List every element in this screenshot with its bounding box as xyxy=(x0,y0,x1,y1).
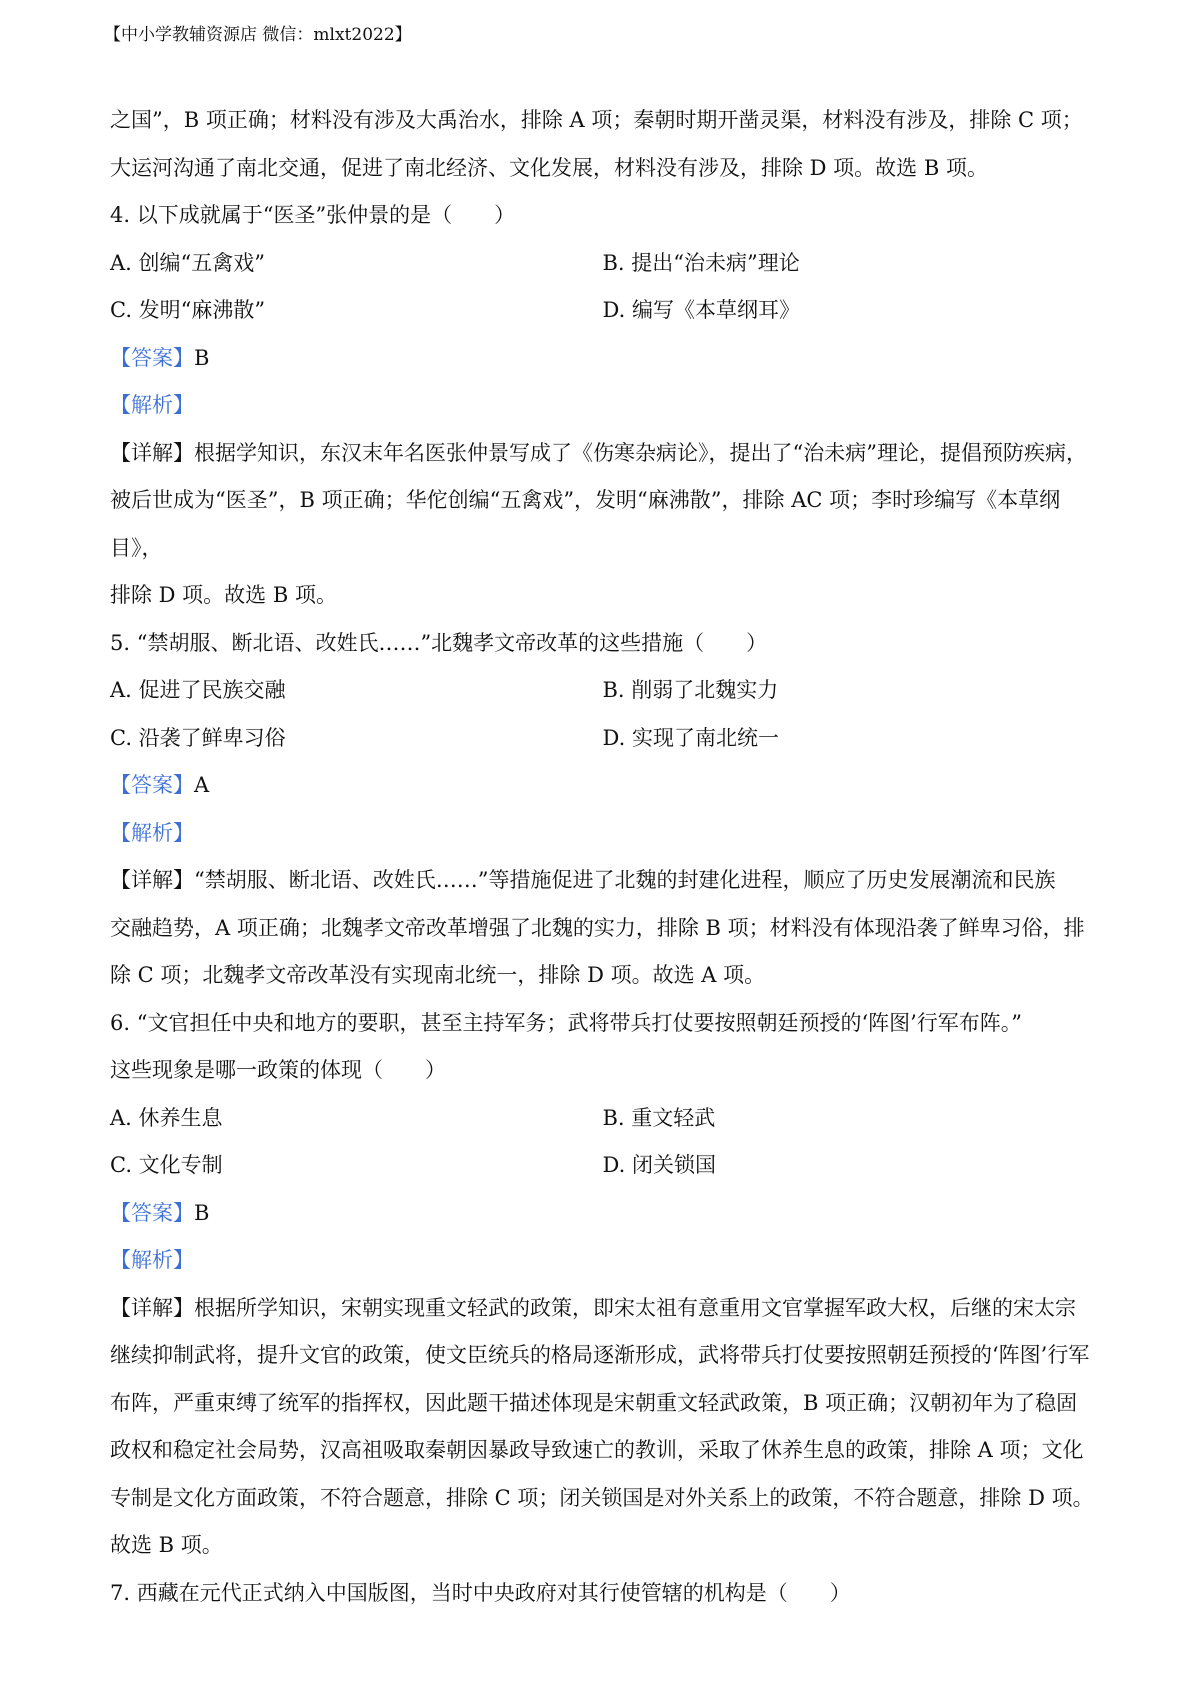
detail-line: 交融趋势，A 项正确；北魏孝文帝改革增强了北魏的实力，排除 B 项；材料没有体现沿袭了鲜卑习俗，排 xyxy=(110,915,1085,940)
answer-line xyxy=(110,335,1095,383)
detail-line: 布阵，严重束缚了统军的指挥权，因此题干描述体现是宋朝重文轻武政策，B 项正确；汉朝初年为了稳固 xyxy=(110,1390,1078,1415)
answer-label: 【答案】 xyxy=(110,773,194,797)
question-stem: 这些现象是哪一政策的体现（ ） xyxy=(110,1058,446,1082)
analysis-line xyxy=(110,810,1095,858)
answer-line xyxy=(110,762,1095,810)
option-d: D. 实现了南北统一 xyxy=(602,725,779,750)
detail-label: 【详解】 xyxy=(110,1295,194,1320)
option-a: A. 促进了民族交融 xyxy=(110,678,286,702)
detail-text: 根据学知识，东汉末年名医张仲景写成了《伤寒杂病论》，提出了“治未病”理论，提倡预防疾病， xyxy=(194,440,1087,465)
analysis-line xyxy=(110,1237,1095,1285)
answer-label: 【答案】 xyxy=(110,345,194,370)
option-d: D. 编写《本草纲耳》 xyxy=(602,298,800,322)
analysis-line xyxy=(110,382,1095,430)
options-grid xyxy=(110,667,1095,762)
analysis-label: 【解析】 xyxy=(110,820,194,845)
detail-line: 继续抑制武将，提升文官的政策，使文臣统兵的格局逐渐形成，武将带兵打仗要按照朝廷预授的‘阵图’行军 xyxy=(110,1343,1090,1367)
detail-line: 专制是文化方面政策，不符合题意，排除 C 项；闭关锁国是对外关系上的政策，不符合题意，排除 D 项。 xyxy=(110,1485,1094,1510)
question-stem: 7. 西藏在元代正式纳入中国版图，当时中央政府对其行使管辖的机构是（ ） xyxy=(110,1580,851,1605)
detail-line xyxy=(110,1285,1095,1333)
option-b: B. 重文轻武 xyxy=(602,1105,716,1130)
option-a: A. 创编“五禽戏” xyxy=(110,250,265,275)
analysis-label: 【解析】 xyxy=(110,393,194,417)
detail-text: “禁胡服、断北语、改姓氏……”等措施促进了北魏的封建化进程，顺应了历史发展潮流和民族 xyxy=(194,868,1056,892)
answer-value: A xyxy=(194,773,210,797)
answer-value: B xyxy=(194,1200,210,1225)
option-a: A. 休养生息 xyxy=(110,1105,223,1130)
options-grid xyxy=(110,240,1095,335)
answer-line xyxy=(110,1190,1095,1238)
detail-label: 【详解】 xyxy=(110,440,194,465)
answer-value: B xyxy=(194,345,210,370)
detail-line xyxy=(110,430,1095,478)
detail-label: 【详解】 xyxy=(110,868,194,892)
detail-line: 故选 B 项。 xyxy=(110,1533,223,1557)
detail-line: 被后世成为“医圣”，B 项正确；华佗创编“五禽戏”，发明“麻沸散”，排除 AC 项；李时珍编写《本草纲目》， xyxy=(110,488,1061,560)
document-content xyxy=(110,97,1095,1617)
option-b: B. 提出“治未病”理论 xyxy=(602,250,800,275)
continued-text-line: 大运河沟通了南北交通，促进了南北经济、文化发展，材料没有涉及，排除 D 项。故选 B 项。 xyxy=(110,155,988,180)
options-grid xyxy=(110,1095,1095,1190)
page-header: 【中小学教辅资源店 微信：mlxt2022】 xyxy=(104,25,412,45)
detail-text: 根据所学知识，宋朝实现重文轻武的政策，即宋太祖有意重用文官掌握军政大权，后继的宋太宗 xyxy=(194,1295,1076,1320)
continued-text-line: 之国”，B 项正确；材料没有涉及大禹治水，排除 A 项；秦朝时期开凿灵渠，材料没有涉及，排除 C 项； xyxy=(110,108,1083,132)
answer-label: 【答案】 xyxy=(110,1200,194,1225)
question-7 xyxy=(110,1570,1095,1618)
option-c: C. 发明“麻沸散” xyxy=(110,298,266,322)
detail-line xyxy=(110,857,1095,905)
question-5 xyxy=(110,620,1095,1000)
question-stem: 4. 以下成就属于“医圣”张仲景的是（ ） xyxy=(110,203,516,227)
option-c: C. 文化专制 xyxy=(110,1153,223,1177)
detail-line: 政权和稳定社会局势，汉高祖吸取秦朝因暴政导致速亡的教训，采取了休养生息的政策，排除 A 项；文化 xyxy=(110,1438,1084,1462)
question-4 xyxy=(110,192,1095,620)
option-c: C. 沿袭了鲜卑习俗 xyxy=(110,725,286,750)
option-b: B. 削弱了北魏实力 xyxy=(602,678,779,702)
detail-line: 除 C 项；北魏孝文帝改革没有实现南北统一，排除 D 项。故选 A 项。 xyxy=(110,963,766,987)
question-stem: 6. “文官担任中央和地方的要职，甚至主持军务；武将带兵打仗要按照朝廷预授的‘阵图’行军布阵。” xyxy=(110,1010,1023,1035)
question-stem: 5. “禁胡服、断北语、改姓氏……”北魏孝文帝改革的这些措施（ ） xyxy=(110,630,768,655)
question-6 xyxy=(110,1000,1095,1570)
option-d: D. 闭关锁国 xyxy=(602,1153,716,1177)
analysis-label: 【解析】 xyxy=(110,1248,194,1272)
detail-line: 排除 D 项。故选 B 项。 xyxy=(110,583,337,607)
